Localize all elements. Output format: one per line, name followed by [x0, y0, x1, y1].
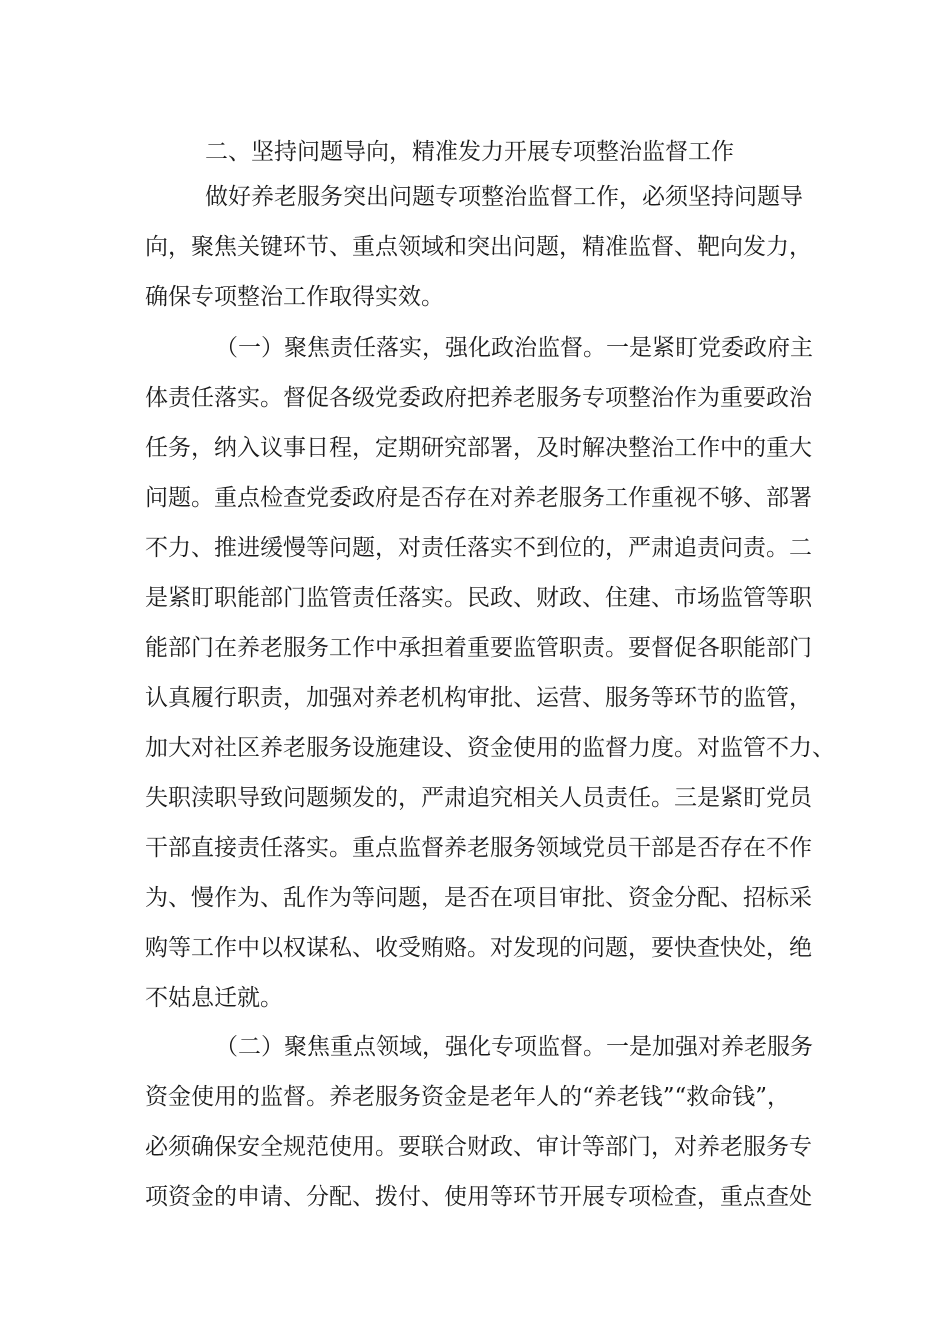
- paragraph-1: [145, 172, 845, 322]
- paragraph-line: 不姑息迁就。: [145, 985, 283, 1011]
- paragraph-3: [145, 1022, 845, 1222]
- paragraph-line: 为、慢作为、乱作为等问题，是否在项目审批、资金分配、招标采: [145, 885, 812, 911]
- paragraph-line: 失职渎职导致问题频发的，严肃追究相关人员责任。三是紧盯党员: [145, 785, 812, 811]
- paragraph-2: [145, 323, 845, 1023]
- paragraph-line: 加大对社区养老服务设施建设、资金使用的监督力度。对监管不力、: [145, 735, 835, 761]
- paragraph-line: 确保专项整治工作取得实效。: [145, 284, 444, 310]
- paragraph-line: （二）聚焦重点领域，强化专项监督。一是加强对养老服务: [215, 1034, 813, 1060]
- paragraph-line: 任务，纳入议事日程，定期研究部署，及时解决整治工作中的重大: [145, 435, 812, 461]
- paragraph-line: 做好养老服务突出问题专项整治监督工作，必须坚持问题导: [205, 184, 803, 210]
- paragraph-line: 向，聚焦关键环节、重点领域和突出问题，精准监督、靶向发力，: [145, 234, 812, 260]
- paragraph-line: 购等工作中以权谋私、收受贿赂。对发现的问题，要快查快处，绝: [145, 935, 812, 961]
- paragraph-line: 项资金的申请、分配、拨付、使用等环节开展专项检查，重点查处: [145, 1184, 812, 1210]
- paragraph-line: 必须确保安全规范使用。要联合财政、审计等部门，对养老服务专: [145, 1134, 812, 1160]
- paragraph-line: 是紧盯职能部门监管责任落实。民政、财政、住建、市场监管等职: [145, 585, 812, 611]
- paragraph-line: 认真履行职责，加强对养老机构审批、运营、服务等环节的监管，: [145, 685, 812, 711]
- paragraph-line: 问题。重点检查党委政府是否存在对养老服务工作重视不够、部署: [145, 485, 812, 511]
- section-heading: 二、坚持问题导向，精准发力开展专项整治监督工作: [205, 139, 734, 165]
- paragraph-line: 体责任落实。督促各级党委政府把养老服务专项整治作为重要政治: [145, 385, 812, 411]
- paragraph-line: （一）聚焦责任落实，强化政治监督。一是紧盯党委政府主: [215, 335, 813, 361]
- paragraph-line: 资金使用的监督。养老服务资金是老年人的“养老钱”“救命钱”，: [145, 1084, 791, 1110]
- paragraph-line: 能部门在养老服务工作中承担着重要监管职责。要督促各职能部门: [145, 635, 812, 661]
- paragraph-line: 干部直接责任落实。重点监督养老服务领域党员干部是否存在不作: [145, 835, 812, 861]
- paragraph-line: 不力、推进缓慢等问题，对责任落实不到位的，严肃追责问责。二: [145, 535, 812, 561]
